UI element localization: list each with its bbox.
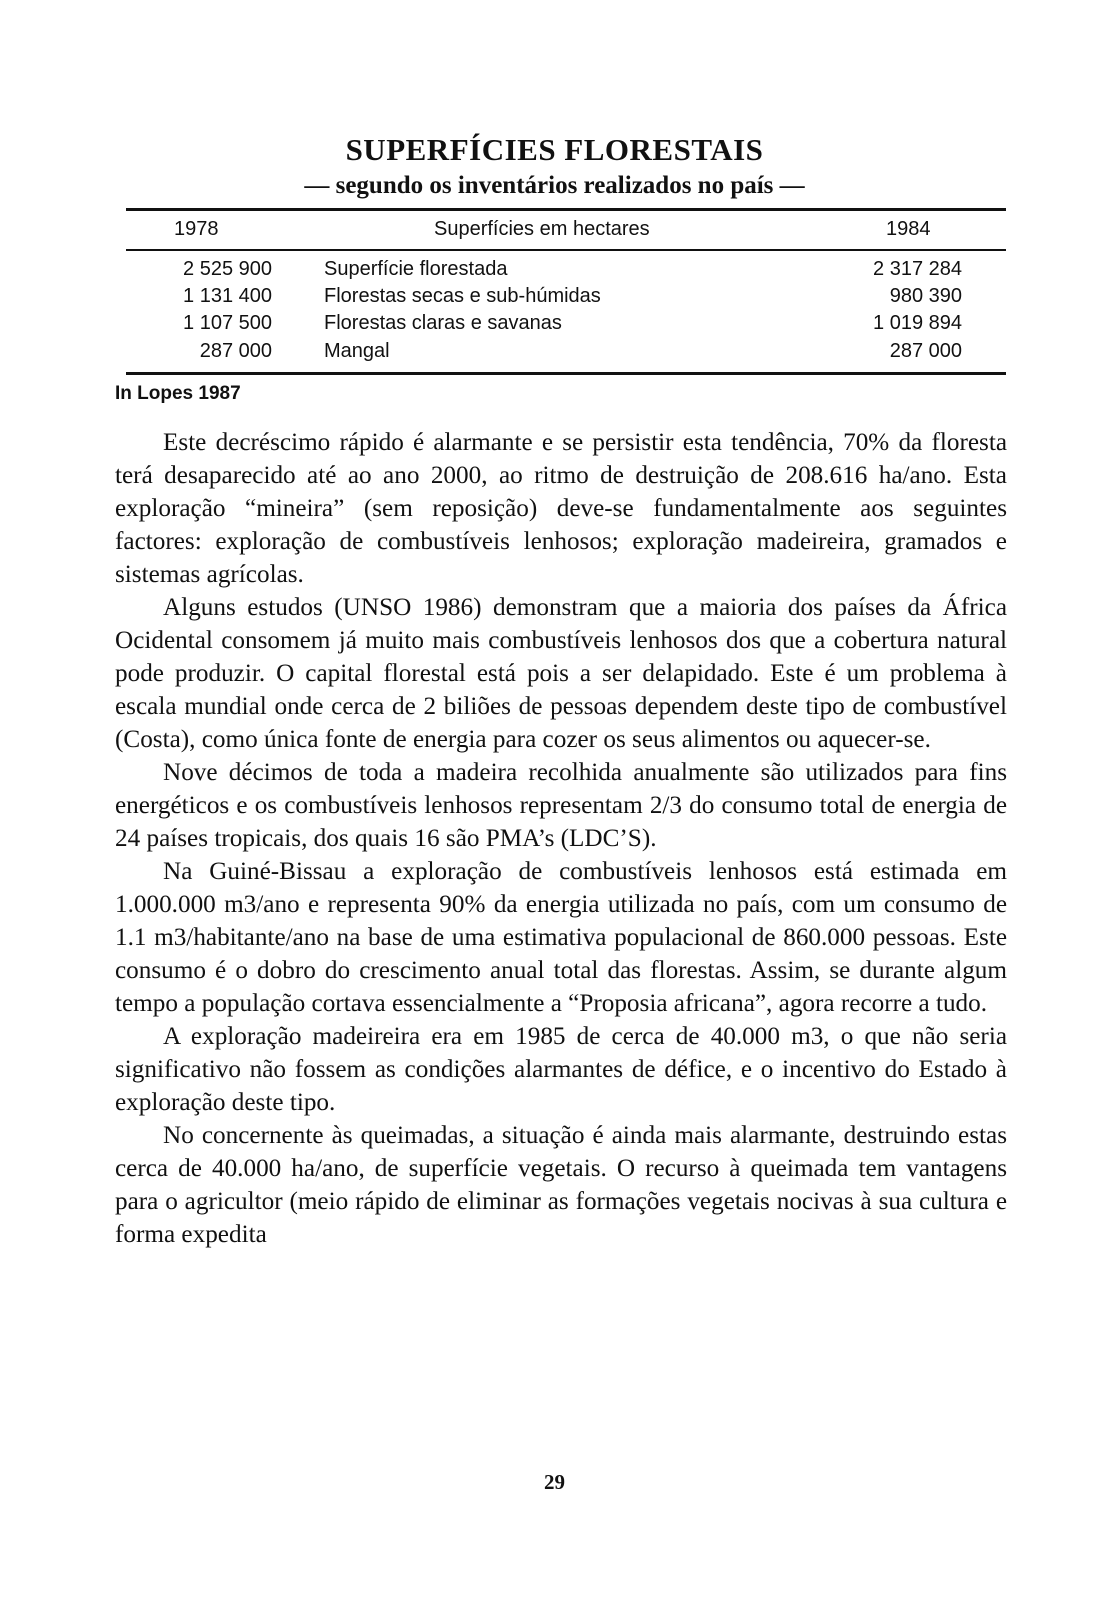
cell-description: Florestas claras e savanas — [324, 312, 562, 334]
body-text — [115, 426, 1007, 1251]
paragraph: Este decréscimo rápido é alarmante e se persistir esta tendência, 70% da floresta terá desaparecido até ao ano 2000, ao ritmo de destruição de 208.616 ha/ano. Esta exploração “mineira” (sem reposição) deve-se fundamentalmente aos seguintes factores: exploração de combustíveis lenhosos; exploração madeireira, gramados e sistemas agrícolas. — [115, 429, 1007, 588]
cell-1978: 287 000 — [199, 340, 272, 362]
table-subtitle: — segundo os inventários realizados no país — — [304, 172, 805, 199]
cell-1984: 1 019 894 — [873, 312, 962, 334]
cell-1978: 1 107 500 — [183, 312, 272, 334]
paragraph: Na Guiné-Bissau a exploração de combustíveis lenhosos está estimada em 1.000.000 m3/ano e representa 90% da energia utilizada no país, com um consumo de 1.1 m3/habitante/ano na base de uma estimativa populacional de 860.000 pessoas. Este consumo é o dobro do crescimento anual total das florestas. Assim, se durante algum tempo a população cortava essencialmente a “Proposia africana”, agora recorre a tudo. — [115, 858, 1007, 1017]
cell-1984: 287 000 — [889, 340, 962, 362]
paragraph: A exploração madeireira era em 1985 de cerca de 40.000 m3, o que não seria significativo não fossem as condições alarmantes de défice, e o incentivo do Estado à exploração deste tipo. — [115, 1023, 1007, 1116]
cell-description: Mangal — [324, 340, 390, 362]
cell-1984: 2 317 284 — [873, 258, 962, 280]
page-number: 29 — [544, 1470, 565, 1494]
cell-description: Superfície florestada — [324, 258, 508, 280]
header-1984: 1984 — [886, 218, 931, 240]
header-1978: 1978 — [174, 218, 219, 240]
table-title: SUPERFÍCIES FLORESTAIS — [345, 132, 764, 167]
cell-1978: 1 131 400 — [183, 285, 272, 307]
cell-description: Florestas secas e sub-húmidas — [324, 285, 601, 307]
table-top-rule — [126, 208, 1006, 211]
paragraph: Nove décimos de toda a madeira recolhida anualmente são utilizados para fins energéticos e os combustíveis lenhosos representam 2/3 do consumo total de energia de 24 países tropicais, dos quais 16 são PMA’s (LDC’S). — [115, 759, 1007, 852]
table-bottom-rule — [126, 372, 1006, 375]
header-description: Superfícies em hectares — [434, 218, 650, 240]
table-source: In Lopes 1987 — [115, 383, 241, 404]
table-header-rule — [126, 249, 1006, 251]
paragraph: Alguns estudos (UNSO 1986) demonstram que a maioria dos países da África Ocidental consomem já muito mais combustíveis lenhosos dos que a cobertura natural pode produzir. O capital florestal está pois a ser delapidado. Este é um problema à escala mundial onde cerca de 2 biliões de pessoas dependem deste tipo de combustível (Costa), como única fonte de energia para cozer os seus alimentos ou aquecer-se. — [115, 594, 1007, 753]
cell-1978: 2 525 900 — [183, 258, 272, 280]
paragraph: No concernente às queimadas, a situação é ainda mais alarmante, destruindo estas cerca de 40.000 ha/ano, de superfície vegetais. O recurso à queimada tem vantagens para o agricultor (meio rápido de eliminar as formações vegetais nocivas à sua cultura e forma expedita — [115, 1122, 1007, 1248]
cell-1984: 980 390 — [889, 285, 962, 307]
